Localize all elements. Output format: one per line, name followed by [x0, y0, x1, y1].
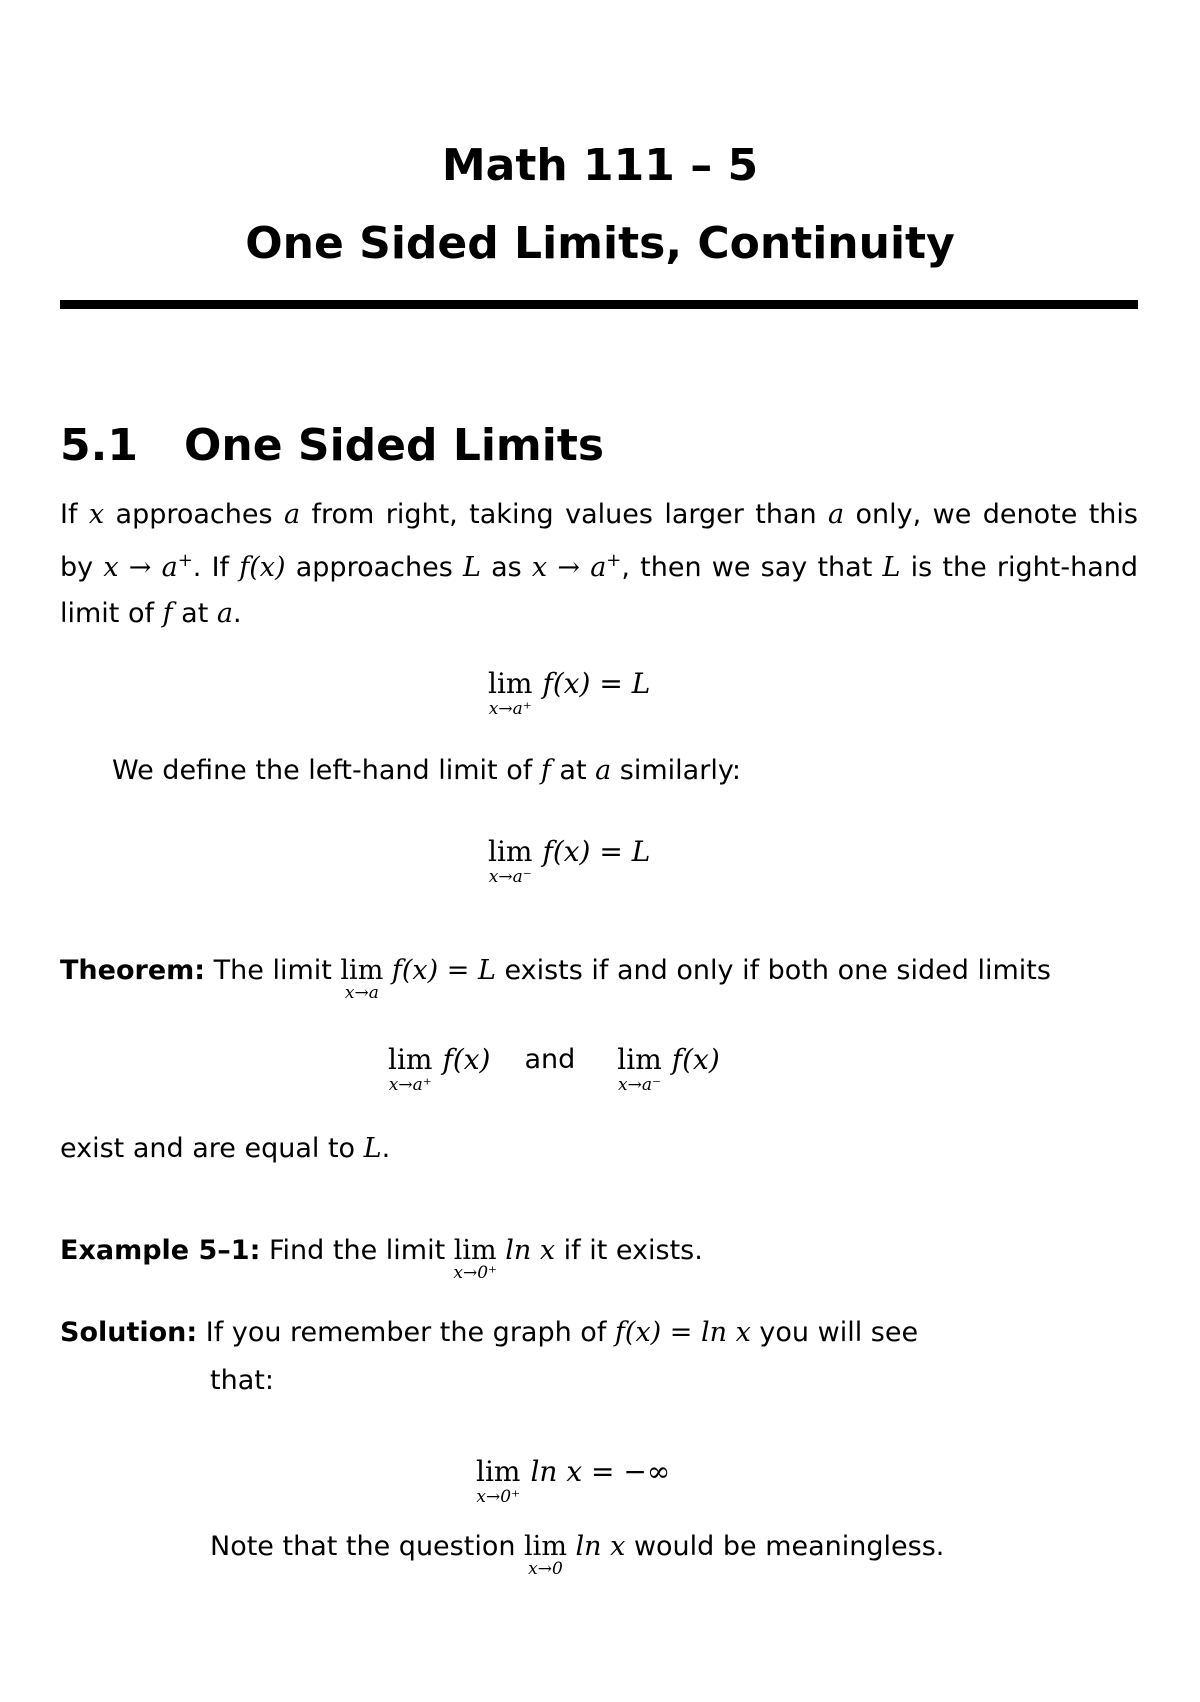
text-fragment: ln x = −∞	[530, 1455, 671, 1488]
text-fragment: a	[828, 499, 845, 530]
limit-operator	[476, 1456, 520, 1506]
text-fragment: . If	[192, 552, 240, 583]
text-fragment: from right, taking values larger than	[300, 499, 829, 530]
text-fragment: We define the left-hand limit of	[112, 755, 541, 786]
text-fragment: x→a	[344, 983, 379, 1003]
text-fragment: exist and are equal to	[60, 1133, 364, 1164]
text-fragment: at	[172, 598, 217, 629]
limit-operator	[617, 1044, 661, 1094]
text-fragment: that:	[210, 1365, 274, 1396]
text-fragment: The limit	[205, 955, 341, 986]
text-fragment: .	[381, 1133, 391, 1164]
example-statement	[60, 1228, 1138, 1283]
section-heading	[60, 420, 604, 471]
text-fragment: f(x) = L	[542, 667, 651, 700]
text-fragment: f(x) = ln x	[614, 1317, 751, 1348]
theorem-label: Theorem:	[60, 955, 206, 986]
text-fragment: f(x)	[442, 1043, 491, 1076]
text-fragment: lim	[524, 1531, 567, 1562]
text-fragment: a	[595, 755, 612, 786]
paragraph-right-hand-limit	[60, 492, 1138, 637]
text-fragment: f	[540, 755, 551, 786]
text-fragment: +	[606, 550, 622, 571]
example-label: Example 5–1:	[60, 1235, 261, 1266]
limit-operator	[488, 668, 532, 718]
text-fragment: f(x)	[239, 552, 286, 583]
text-fragment: lim	[476, 1455, 521, 1488]
text-fragment: x→0⁺	[476, 1487, 521, 1507]
text-fragment: similarly:	[611, 755, 741, 786]
note-statement	[210, 1524, 1110, 1579]
text-fragment: L	[363, 1133, 382, 1164]
document-title: Math 111 – 5	[441, 140, 759, 191]
section-number: 5.1	[60, 420, 138, 471]
text-fragment: Find the limit	[260, 1235, 454, 1266]
text-fragment: at	[550, 755, 596, 786]
text-fragment: x→a⁻	[618, 1075, 661, 1095]
text-fragment: If you remember the graph of	[197, 1317, 615, 1348]
text-fragment: If	[60, 499, 89, 530]
text-fragment: is the right-hand limit of	[60, 552, 1138, 629]
text-fragment: exists if and only if both one sided limits	[495, 955, 1051, 986]
text-fragment: lim	[488, 835, 533, 868]
equation-ln-limit	[476, 1456, 670, 1506]
paragraph-equal-limits	[60, 1126, 1138, 1172]
text-fragment: x→0	[528, 1559, 563, 1579]
text-fragment: Note that the question	[210, 1531, 525, 1562]
text-fragment: a	[590, 552, 607, 583]
equation-left-limit	[488, 836, 650, 886]
text-fragment: a	[161, 552, 178, 583]
text-fragment: approaches	[285, 552, 463, 583]
text-fragment: f(x)	[671, 1043, 720, 1076]
text-fragment: x	[531, 552, 548, 583]
text-fragment: f	[162, 598, 173, 629]
text-fragment: lim	[617, 1043, 662, 1076]
paragraph-left-hand-limit	[112, 748, 1112, 794]
text-fragment: only, we denote this by	[60, 499, 1138, 583]
text-fragment: lim	[453, 1235, 497, 1266]
text-fragment: , then we say that	[621, 552, 883, 583]
text-fragment: x→a⁻	[488, 867, 532, 887]
text-fragment: x	[88, 499, 105, 530]
equation-one-sided-pair	[388, 1044, 720, 1094]
text-fragment: and	[524, 1044, 576, 1075]
text-fragment: f(x) = L	[542, 835, 651, 868]
text-fragment: →	[557, 552, 580, 583]
text-fragment: →	[128, 552, 152, 583]
document-subtitle: One Sided Limits, Continuity	[245, 218, 955, 269]
text-fragment: x→a⁺	[388, 1075, 432, 1095]
text-fragment: a	[283, 499, 301, 530]
solution-statement	[60, 1310, 1138, 1356]
text-fragment: ln x	[505, 1235, 556, 1266]
equation-right-limit	[488, 668, 650, 718]
text-fragment: a	[216, 598, 233, 629]
solution-continuation	[210, 1358, 1110, 1404]
theorem-statement	[60, 948, 1138, 1003]
text-fragment: x→a⁺	[488, 699, 532, 719]
text-fragment: you will see	[750, 1317, 919, 1348]
section-title: One Sided Limits	[184, 420, 605, 471]
text-fragment: lim	[388, 1043, 433, 1076]
limit-operator	[488, 836, 532, 886]
text-fragment: L	[882, 552, 901, 583]
text-fragment: as	[480, 552, 532, 583]
text-fragment: x→0⁺	[453, 1263, 497, 1283]
text-fragment: x	[103, 552, 119, 583]
text-fragment: L	[462, 552, 481, 583]
text-fragment: lim	[488, 667, 533, 700]
limit-operator	[388, 1044, 432, 1094]
text-fragment: approaches	[104, 499, 284, 530]
limit-operator	[524, 1524, 567, 1579]
text-fragment: if it exists.	[555, 1235, 703, 1266]
text-fragment: ln x	[575, 1531, 626, 1562]
text-fragment: +	[177, 550, 193, 571]
text-fragment: lim	[340, 955, 384, 986]
text-fragment: would be meaningless.	[625, 1531, 945, 1562]
text-fragment: .	[233, 598, 242, 629]
limit-operator	[453, 1228, 497, 1283]
limit-operator	[340, 948, 384, 1003]
text-fragment: f(x) = L	[391, 955, 496, 986]
solution-label: Solution:	[60, 1317, 198, 1348]
title-rule	[60, 300, 1138, 309]
